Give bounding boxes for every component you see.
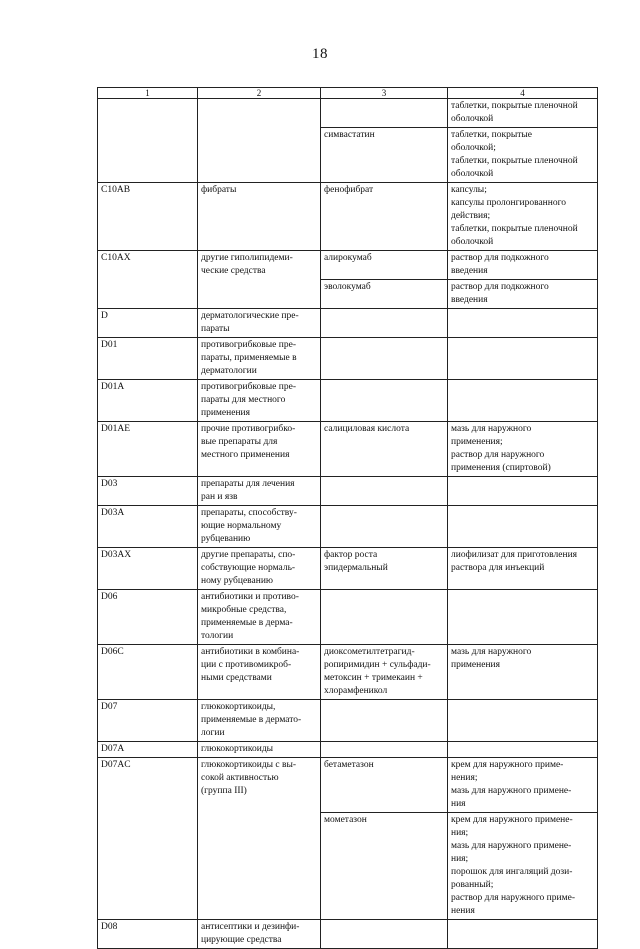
group-name-cell: антибиотики и противо- микробные средства, применяемые в дерма- тологии <box>198 590 321 645</box>
substance-cell <box>321 477 448 506</box>
dosage-form-cell: крем для наружного примене- ния; мазь для наружного примене- ния; порошок для ингаляций дози- рованный; раствор для наружного приме- нения <box>448 813 598 920</box>
table-row <box>98 309 598 338</box>
group-name-cell: препараты для лечения ран и язв <box>198 477 321 506</box>
dosage-form-cell <box>448 920 598 949</box>
table-row <box>98 700 598 742</box>
substance-cell <box>321 309 448 338</box>
atc-code-cell: D08 <box>98 920 198 949</box>
medicines-table <box>97 87 598 949</box>
column-header-3: 3 <box>321 88 448 99</box>
table-row <box>98 742 598 758</box>
dosage-form-cell: таблетки, покрытые пленочной оболочкой <box>448 99 598 128</box>
dosage-form-cell: лиофилизат для приготовления раствора для инъекций <box>448 548 598 590</box>
atc-code-cell: D06 <box>98 590 198 645</box>
table-row <box>98 920 598 949</box>
dosage-form-cell <box>448 380 598 422</box>
table-row <box>98 477 598 506</box>
dosage-form-cell: таблетки, покрытые оболочкой; таблетки, покрытые пленочной оболочкой <box>448 128 598 183</box>
substance-cell <box>321 506 448 548</box>
table-row <box>98 422 598 477</box>
substance-cell <box>321 338 448 380</box>
group-name-cell: глюкокортикоиды с вы- сокой активностью (группа III) <box>198 758 321 920</box>
table-row <box>98 548 598 590</box>
table-row <box>98 338 598 380</box>
substance-cell: алирокумаб <box>321 251 448 280</box>
atc-code-cell: D03 <box>98 477 198 506</box>
group-name-cell: противогрибковые пре- параты, применяемые в дерматологии <box>198 338 321 380</box>
atc-code-cell: D01A <box>98 380 198 422</box>
group-name-cell: противогрибковые пре- параты для местного применения <box>198 380 321 422</box>
atc-code-cell: D07 <box>98 700 198 742</box>
group-name-cell: препараты, способству- ющие нормальному рубцеванию <box>198 506 321 548</box>
dosage-form-cell: капсулы; капсулы пролонгированного действия; таблетки, покрытые пленочной оболочкой <box>448 183 598 251</box>
group-name-cell: антибиотики в комбина- ции с противомикроб- ными средствами <box>198 645 321 700</box>
column-header-4: 4 <box>448 88 598 99</box>
page-number: 18 <box>312 46 328 62</box>
table-row <box>98 506 598 548</box>
atc-code-cell: C10AX <box>98 251 198 309</box>
atc-code-cell: D07A <box>98 742 198 758</box>
atc-code-cell: D01 <box>98 338 198 380</box>
table-header-row <box>98 88 598 99</box>
atc-code-cell: D07AC <box>98 758 198 920</box>
substance-cell <box>321 380 448 422</box>
group-name-cell: прочие противогрибко- вые препараты для местного применения <box>198 422 321 477</box>
column-header-2: 2 <box>198 88 321 99</box>
dosage-form-cell: раствор для подкожного введения <box>448 251 598 280</box>
substance-cell: мометазон <box>321 813 448 920</box>
substance-cell: бетаметазон <box>321 758 448 813</box>
table-row <box>98 590 598 645</box>
dosage-form-cell <box>448 742 598 758</box>
dosage-form-cell: мазь для наружного применения <box>448 645 598 700</box>
substance-cell: фактор роста эпидермальный <box>321 548 448 590</box>
table-row <box>98 183 598 251</box>
atc-code-cell: C10AB <box>98 183 198 251</box>
dosage-form-cell: раствор для подкожного введения <box>448 280 598 309</box>
group-name-cell: фибраты <box>198 183 321 251</box>
substance-cell <box>321 742 448 758</box>
group-name-cell: дерматологические пре- параты <box>198 309 321 338</box>
atc-code-cell: D06C <box>98 645 198 700</box>
substance-cell <box>321 700 448 742</box>
table-row <box>98 380 598 422</box>
table-row <box>98 758 598 813</box>
table-row <box>98 99 598 128</box>
substance-cell: диоксометилтетрагид- ропиримидин + сульфади- метоксин + тримекаин + хлорамфеникол <box>321 645 448 700</box>
group-name-cell: другие гиполипидеми- ческие средства <box>198 251 321 309</box>
substance-cell: эволокумаб <box>321 280 448 309</box>
dosage-form-cell <box>448 590 598 645</box>
atc-code-cell: D01AE <box>98 422 198 477</box>
dosage-form-cell <box>448 309 598 338</box>
table-row <box>98 251 598 280</box>
group-name-cell: антисептики и дезинфи- цирующие средства <box>198 920 321 949</box>
atc-code-cell <box>98 99 198 183</box>
group-name-cell: другие препараты, спо- собствующие нормаль- ному рубцеванию <box>198 548 321 590</box>
atc-code-cell: D03A <box>98 506 198 548</box>
dosage-form-cell: крем для наружного приме- нения; мазь для наружного примене- ния <box>448 758 598 813</box>
atc-code-cell: D03AX <box>98 548 198 590</box>
substance-cell: симвастатин <box>321 128 448 183</box>
group-name-cell <box>198 99 321 183</box>
group-name-cell: глюкокортикоиды, применяемые в дермато- логии <box>198 700 321 742</box>
substance-cell <box>321 590 448 645</box>
dosage-form-cell: мазь для наружного применения; раствор для наружного применения (спиртовой) <box>448 422 598 477</box>
atc-code-cell: D <box>98 309 198 338</box>
column-header-1: 1 <box>98 88 198 99</box>
group-name-cell: глюкокортикоиды <box>198 742 321 758</box>
substance-cell: салициловая кислота <box>321 422 448 477</box>
dosage-form-cell <box>448 506 598 548</box>
table-row <box>98 645 598 700</box>
dosage-form-cell <box>448 338 598 380</box>
substance-cell <box>321 99 448 128</box>
dosage-form-cell <box>448 477 598 506</box>
substance-cell <box>321 920 448 949</box>
substance-cell: фенофибрат <box>321 183 448 251</box>
dosage-form-cell <box>448 700 598 742</box>
